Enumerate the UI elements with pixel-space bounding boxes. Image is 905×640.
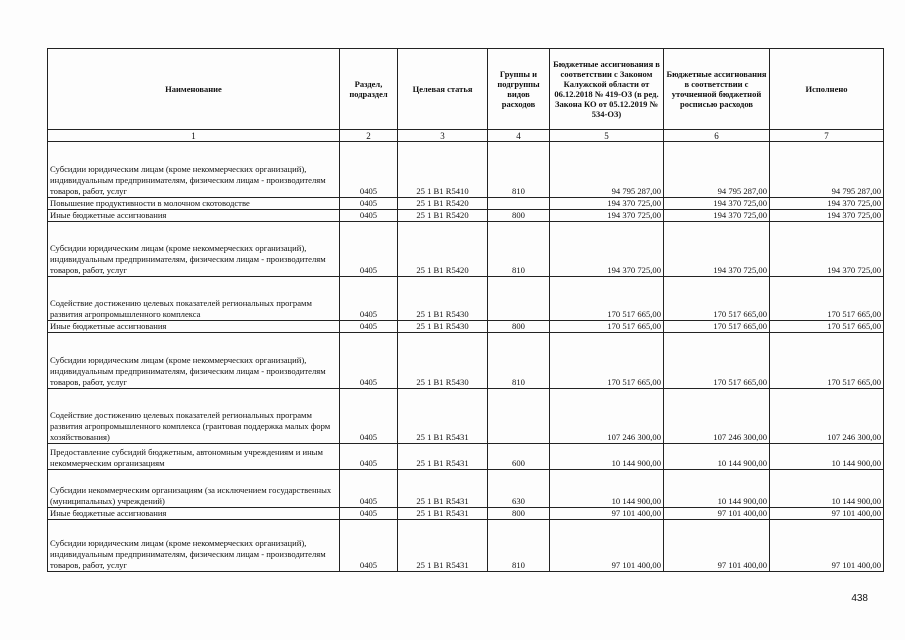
- table-row: [48, 520, 884, 572]
- row-law-amount: 170 517 665,00: [550, 321, 664, 333]
- row-executed-amount: 170 517 665,00: [770, 333, 884, 389]
- table-header-row: [48, 49, 884, 130]
- row-target-article: 25 1 B1 R5431: [398, 520, 488, 572]
- row-law-amount: 194 370 725,00: [550, 198, 664, 210]
- header-executed: Исполнено: [770, 49, 884, 130]
- header-name: Наименование: [48, 49, 340, 130]
- row-target-article: 25 1 B1 R5430: [398, 333, 488, 389]
- row-executed-amount: 194 370 725,00: [770, 198, 884, 210]
- row-executed-amount: 107 246 300,00: [770, 389, 884, 444]
- row-name: Иные бюджетные ассигнования: [48, 210, 340, 222]
- row-refined-amount: 194 370 725,00: [664, 222, 770, 277]
- header-refined-allocation: Бюджетные ассигнования в соответствии с уточненной бюджетной росписью расходов: [664, 49, 770, 130]
- column-number: 5: [550, 130, 664, 142]
- budget-table: [47, 48, 884, 572]
- row-name: Содействие достижению целевых показателей региональных программ развития агропромышленного комплекса: [48, 277, 340, 321]
- row-law-amount: 97 101 400,00: [550, 508, 664, 520]
- row-target-article: 25 1 B1 R5420: [398, 222, 488, 277]
- row-section: 0405: [340, 333, 398, 389]
- table-row: [48, 444, 884, 470]
- row-name: Иные бюджетные ассигнования: [48, 508, 340, 520]
- row-target-article: 25 1 B1 R5431: [398, 444, 488, 470]
- row-name: Субсидии некоммерческим организациям (за исключением государственных (муниципальных) учреждений): [48, 470, 340, 508]
- row-refined-amount: 194 370 725,00: [664, 210, 770, 222]
- row-section: 0405: [340, 222, 398, 277]
- table-row: [48, 321, 884, 333]
- table-row: [48, 198, 884, 210]
- row-expense-group: 810: [488, 520, 550, 572]
- table-row: [48, 333, 884, 389]
- column-number: 6: [664, 130, 770, 142]
- row-refined-amount: 10 144 900,00: [664, 470, 770, 508]
- row-law-amount: 97 101 400,00: [550, 520, 664, 572]
- row-executed-amount: 97 101 400,00: [770, 520, 884, 572]
- row-target-article: 25 1 B1 R5420: [398, 198, 488, 210]
- row-section: 0405: [340, 444, 398, 470]
- row-refined-amount: 170 517 665,00: [664, 333, 770, 389]
- row-name: Предоставление субсидий бюджетным, автономным учреждениям и иным некоммерческим организациям: [48, 444, 340, 470]
- row-law-amount: 10 144 900,00: [550, 444, 664, 470]
- row-expense-group: 800: [488, 210, 550, 222]
- row-target-article: 25 1 B1 R5431: [398, 508, 488, 520]
- header-section: Раздел, подраздел: [340, 49, 398, 130]
- row-section: 0405: [340, 210, 398, 222]
- row-section: 0405: [340, 198, 398, 210]
- header-expense-group: Группы и подгруппы видов расходов: [488, 49, 550, 130]
- row-law-amount: 107 246 300,00: [550, 389, 664, 444]
- table-row: [48, 142, 884, 198]
- table-row: [48, 389, 884, 444]
- row-name: Субсидии юридическим лицам (кроме некоммерческих организаций), индивидуальным предпринимателям, физическим лицам - производителям товаров, работ, услуг: [48, 222, 340, 277]
- row-section: 0405: [340, 520, 398, 572]
- row-law-amount: 194 370 725,00: [550, 222, 664, 277]
- row-refined-amount: 170 517 665,00: [664, 277, 770, 321]
- row-name: Субсидии юридическим лицам (кроме некоммерческих организаций), индивидуальным предпринимателям, физическим лицам - производителям товаров, работ, услуг: [48, 142, 340, 198]
- row-refined-amount: 10 144 900,00: [664, 444, 770, 470]
- row-executed-amount: 94 795 287,00: [770, 142, 884, 198]
- column-number: 7: [770, 130, 884, 142]
- row-executed-amount: 194 370 725,00: [770, 210, 884, 222]
- row-target-article: 25 1 B1 R5420: [398, 210, 488, 222]
- table-row: [48, 508, 884, 520]
- row-executed-amount: 194 370 725,00: [770, 222, 884, 277]
- row-section: 0405: [340, 321, 398, 333]
- row-refined-amount: 170 517 665,00: [664, 321, 770, 333]
- header-target-article: Целевая статья: [398, 49, 488, 130]
- column-number: 3: [398, 130, 488, 142]
- row-expense-group: 600: [488, 444, 550, 470]
- row-section: 0405: [340, 389, 398, 444]
- row-expense-group: [488, 389, 550, 444]
- row-expense-group: 800: [488, 508, 550, 520]
- row-executed-amount: 170 517 665,00: [770, 277, 884, 321]
- row-law-amount: 170 517 665,00: [550, 277, 664, 321]
- row-refined-amount: 97 101 400,00: [664, 508, 770, 520]
- row-expense-group: 800: [488, 321, 550, 333]
- row-executed-amount: 10 144 900,00: [770, 444, 884, 470]
- row-expense-group: [488, 198, 550, 210]
- row-target-article: 25 1 B1 R5430: [398, 321, 488, 333]
- row-target-article: 25 1 B1 R5431: [398, 389, 488, 444]
- row-expense-group: 810: [488, 142, 550, 198]
- row-name: Содействие достижению целевых показателей региональных программ развития агропромышленного комплекса (грантовая поддержка малых форм хозяйствования): [48, 389, 340, 444]
- row-section: 0405: [340, 277, 398, 321]
- row-expense-group: 630: [488, 470, 550, 508]
- row-name: Повышение продуктивности в молочном скотоводстве: [48, 198, 340, 210]
- row-refined-amount: 194 370 725,00: [664, 198, 770, 210]
- row-target-article: 25 1 B1 R5430: [398, 277, 488, 321]
- row-expense-group: [488, 277, 550, 321]
- header-law-allocation: Бюджетные ассигнования в соответствии с Законом Калужской области от 06.12.2018 № 419-ОЗ (в ред. Закона КО от 05.12.2019 № 534-ОЗ): [550, 49, 664, 130]
- row-target-article: 25 1 B1 R5431: [398, 470, 488, 508]
- column-numbers-row: [48, 130, 884, 142]
- table-row: [48, 222, 884, 277]
- row-section: 0405: [340, 508, 398, 520]
- row-expense-group: 810: [488, 333, 550, 389]
- row-law-amount: 94 795 287,00: [550, 142, 664, 198]
- row-section: 0405: [340, 142, 398, 198]
- row-refined-amount: 107 246 300,00: [664, 389, 770, 444]
- table-row: [48, 210, 884, 222]
- row-law-amount: 170 517 665,00: [550, 333, 664, 389]
- row-name: Субсидии юридическим лицам (кроме некоммерческих организаций), индивидуальным предпринимателям, физическим лицам - производителям товаров, работ, услуг: [48, 333, 340, 389]
- row-executed-amount: 97 101 400,00: [770, 508, 884, 520]
- column-number: 1: [48, 130, 340, 142]
- row-name: Иные бюджетные ассигнования: [48, 321, 340, 333]
- row-expense-group: 810: [488, 222, 550, 277]
- column-number: 4: [488, 130, 550, 142]
- row-section: 0405: [340, 470, 398, 508]
- row-refined-amount: 94 795 287,00: [664, 142, 770, 198]
- row-refined-amount: 97 101 400,00: [664, 520, 770, 572]
- row-executed-amount: 170 517 665,00: [770, 321, 884, 333]
- page-number: 438: [851, 593, 868, 604]
- table-row: [48, 277, 884, 321]
- row-target-article: 25 1 B1 R5410: [398, 142, 488, 198]
- row-name: Субсидии юридическим лицам (кроме некоммерческих организаций), индивидуальным предпринимателям, физическим лицам - производителям товаров, работ, услуг: [48, 520, 340, 572]
- row-executed-amount: 10 144 900,00: [770, 470, 884, 508]
- row-law-amount: 194 370 725,00: [550, 210, 664, 222]
- column-number: 2: [340, 130, 398, 142]
- table-row: [48, 470, 884, 508]
- row-law-amount: 10 144 900,00: [550, 470, 664, 508]
